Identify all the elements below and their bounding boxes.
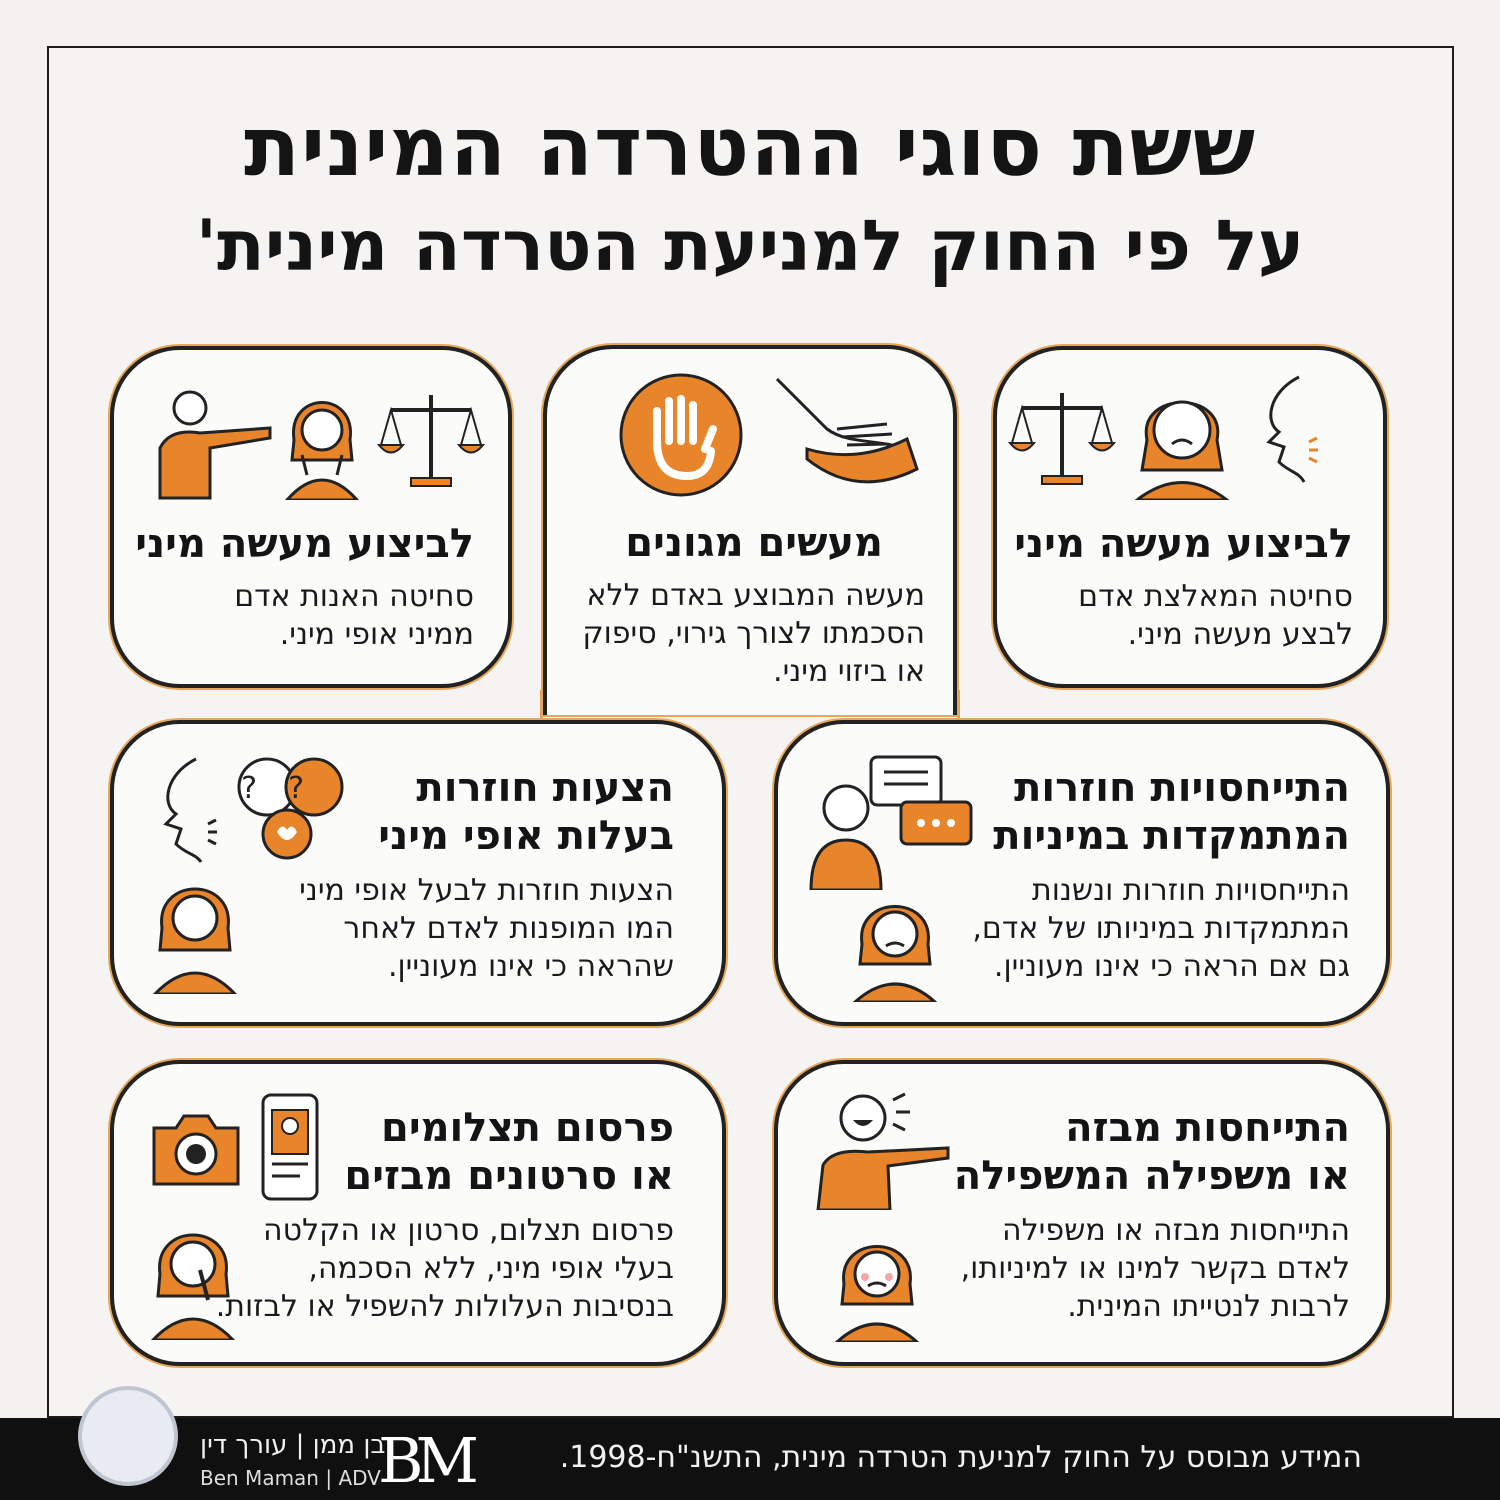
scales-icon: [376, 390, 486, 490]
main-title: ששת סוגי ההטרדה המינית: [243, 100, 1257, 195]
card-body-line: המתמקדות במיניותו של אדם,: [972, 911, 1350, 946]
card-body: [216, 1212, 674, 1326]
card-body: [1078, 578, 1353, 654]
card-body-line: המו המופנות לאדם לאחר: [343, 911, 674, 946]
camera-icon: [150, 1108, 242, 1188]
card-body-line: בעלי אופי מיני, ללא הסכמה,: [308, 1251, 674, 1286]
card-body: [972, 872, 1350, 986]
svg-text:?: ?: [241, 771, 257, 806]
card-body-line: התייחסות מבזה או משפילה: [1002, 1213, 1350, 1248]
card-title-line: התייחסות מבזה: [1065, 1105, 1350, 1151]
card-title: לביצוע מעשה מיני: [1014, 521, 1353, 567]
speaking-face-icon: [1259, 372, 1319, 492]
card-body-line: גם אם הראה כי אינו מעוניין.: [993, 949, 1350, 984]
card-title: [344, 1104, 674, 1200]
card-title: לביצוע מעשה מיני: [135, 521, 474, 567]
chat-bubbles-icon: [866, 752, 976, 852]
hand-touching-icon: [767, 369, 927, 499]
card-title-line: פרסום תצלומים: [380, 1105, 674, 1151]
sub-title: על פי החוק למניעת הטרדה מינית': [195, 205, 1305, 287]
card-title: [954, 1104, 1350, 1200]
card-title-line: או סרטונים מבזים: [344, 1153, 674, 1199]
footer-bar: [0, 1418, 1500, 1500]
bm-logo: BM: [378, 1424, 472, 1497]
speaking-face-icon: [146, 754, 236, 864]
stop-hand-icon: [617, 371, 745, 499]
card-body: [234, 578, 474, 654]
woman-icon: [150, 864, 240, 994]
card-body-line: סחיטה האנות אדם: [234, 579, 474, 614]
card-body: [582, 577, 925, 691]
card-degrading-reference: [774, 1060, 1390, 1366]
card-extortion-act: [993, 346, 1387, 688]
card-title-line: התייחסויות חוזרות: [1014, 765, 1350, 811]
card-body-line: לרבות לנטייתו המינית.: [1067, 1289, 1350, 1324]
card-title-line: או משפילה המשפילה: [953, 1153, 1350, 1199]
card-body-line: התייחסויות חוזרות ונשנות: [1032, 873, 1350, 908]
source-note: המידע מבוסס על החוק למניעת הטרדה מינית, התשנ"ח-1998.: [559, 1440, 1362, 1475]
card-body-line: הסכמתו לצורך גירוי, סיפוק: [582, 616, 925, 651]
crying-woman-icon: [832, 1222, 922, 1342]
card-body: [299, 872, 674, 986]
pointing-man-icon: [140, 388, 280, 508]
card-title: [993, 764, 1350, 860]
bar-association-seal-icon: [78, 1386, 178, 1486]
card-body-line: בנסיבות העלולות להשפיל או לבזות.: [215, 1289, 674, 1324]
sad-woman-icon: [1127, 370, 1237, 500]
distressed-woman-icon: [282, 380, 362, 500]
card-title-line: המתמקדות במיניות: [993, 813, 1350, 859]
card-body-line: פרסום תצלום, סרטון או הקלטה: [263, 1213, 674, 1248]
card-body-line: סחיטה המאלצת אדם: [1078, 579, 1353, 614]
card-title: [378, 764, 674, 860]
card-repeated-proposals: [110, 720, 726, 1026]
card-body-line: או ביזוי מיני.: [773, 654, 925, 689]
card-body-line: שהראה כי אינו מעוניין.: [387, 949, 674, 984]
svg-text:?: ?: [288, 771, 304, 806]
phone-icon: [260, 1092, 320, 1202]
brand-name-english: Ben Maman | ADV: [200, 1466, 381, 1490]
card-body-line: הצעות חוזרות לבעל אופי מיני: [299, 873, 674, 908]
card-body-line: לבצע מעשה מיני.: [1127, 617, 1353, 652]
card-body-line: ממיני אופי מיני.: [279, 617, 474, 652]
card-extortion-threat: [110, 346, 512, 688]
laughing-pointing-man-icon: [808, 1090, 958, 1210]
sad-woman-icon: [850, 882, 940, 1002]
card-publishing-media: [110, 1060, 726, 1366]
card-repeated-references: [774, 720, 1390, 1026]
card-body-line: מעשה המבוצע באדם ללא: [586, 578, 925, 613]
brand-name-hebrew: בן ממן | עורך דין: [200, 1430, 386, 1460]
card-indecent-acts: [543, 345, 957, 715]
card-body: [961, 1212, 1350, 1326]
card-title: מעשים מגונים: [625, 520, 883, 566]
card-title-line: הצעות חוזרות: [416, 765, 674, 811]
card-body-line: לאדם בקשר למינו או למיניותו,: [960, 1251, 1350, 1286]
scales-icon: [1007, 388, 1117, 488]
question-bubbles-icon: [232, 752, 352, 862]
card-title-line: בעלות אופי מיני: [378, 813, 674, 859]
